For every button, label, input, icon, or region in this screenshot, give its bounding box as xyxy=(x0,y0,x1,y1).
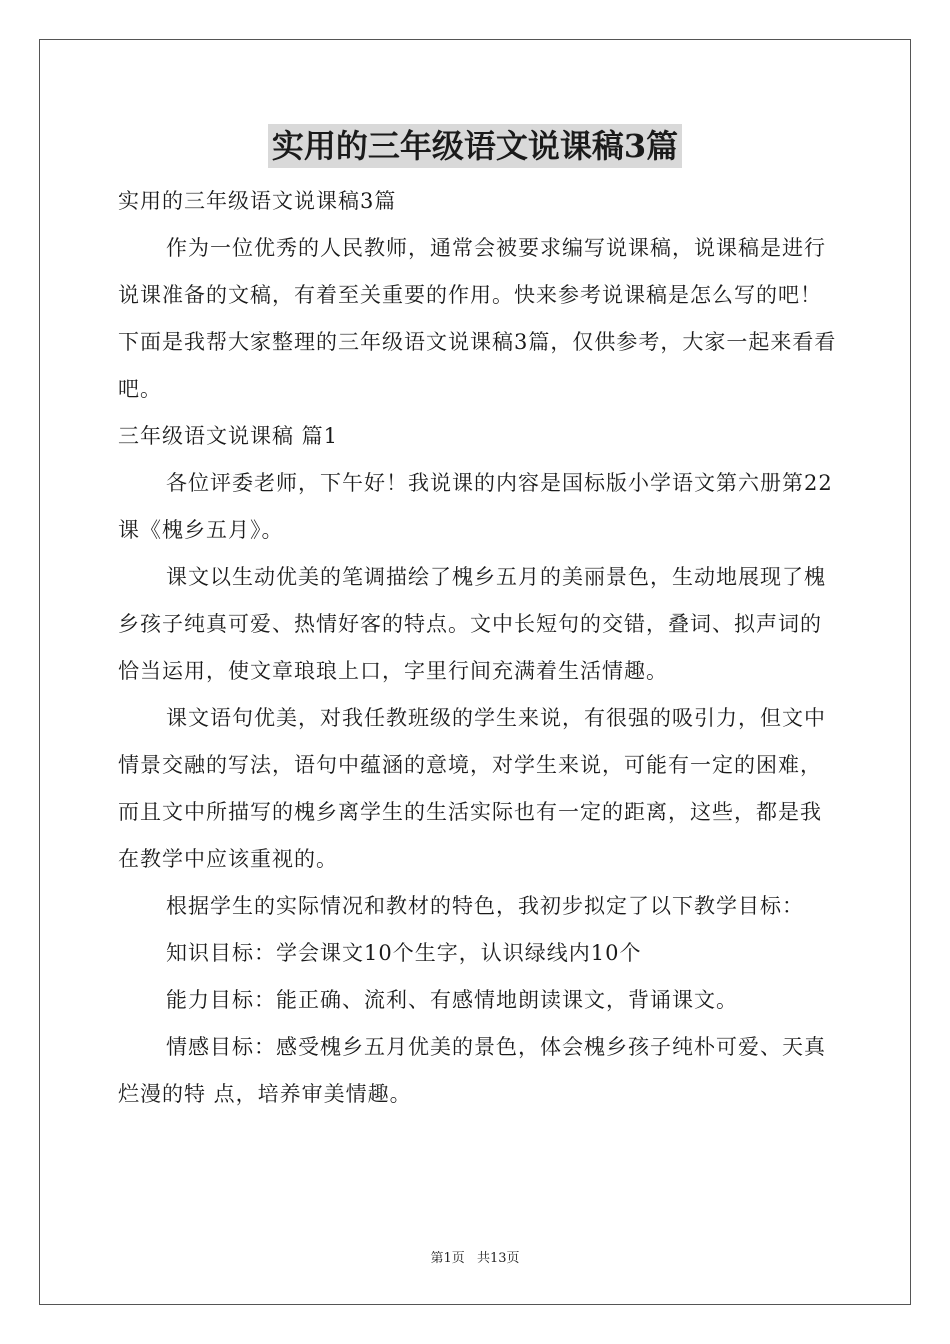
paragraph-subtitle: 实用的三年级语文说课稿3篇 xyxy=(118,189,397,213)
paragraph-ability-goal: 能力目标：能正确、流利、有感情地朗读课文，背诵课文。 xyxy=(166,988,738,1012)
paragraph-goals-intro: 根据学生的实际情况和教材的特色，我初步拟定了以下教学目标： xyxy=(166,894,804,918)
paragraph-student-analysis: 课文语句优美，对我任教班级的学生来说，有很强的吸引力，但文中情景交融的写法，语句中蕴涵的意境，对学生来说，可能有一定的困难，而且文中所描写的槐乡离学生的生活实际也有一定的距离，这些，都是我在教学中应该重视的。 xyxy=(118,706,826,871)
paragraph-emotion-goal: 情感目标：感受槐乡五月优美的景色，体会槐乡孩子纯朴可爱、天真烂漫的特 点，培养审美情趣。 xyxy=(118,1035,826,1106)
paragraph-greeting: 各位评委老师，下午好！我说课的内容是国标版小学语文第六册第22课《槐乡五月》。 xyxy=(118,471,833,542)
section-heading: 三年级语文说课稿 篇1 xyxy=(118,424,339,448)
document-title xyxy=(0,124,950,168)
paragraph-text-analysis: 课文以生动优美的笔调描绘了槐乡五月的美丽景色，生动地展现了槐乡孩子纯真可爱、热情好客的特点。文中长短句的交错，叠词、拟声词的恰当运用，使文章琅琅上口，字里行间充满着生活情趣。 xyxy=(118,565,826,683)
document-body xyxy=(118,178,838,1118)
paragraph-intro: 作为一位优秀的人民教师，通常会被要求编写说课稿，说课稿是进行说课准备的文稿，有着至关重要的作用。快来参考说课稿是怎么写的吧！下面是我帮大家整理的三年级语文说课稿3篇，仅供参考，大家一起来看看吧。 xyxy=(118,236,837,401)
paragraph-knowledge-goal: 知识目标：学会课文10个生字，认识绿线内10个 xyxy=(166,941,642,965)
page-total: 共13页 xyxy=(476,1251,520,1266)
page-footer xyxy=(0,1247,950,1266)
page-number: 第1页 xyxy=(430,1251,465,1266)
document-title-text: 实用的三年级语文说课稿3篇 xyxy=(268,124,682,168)
